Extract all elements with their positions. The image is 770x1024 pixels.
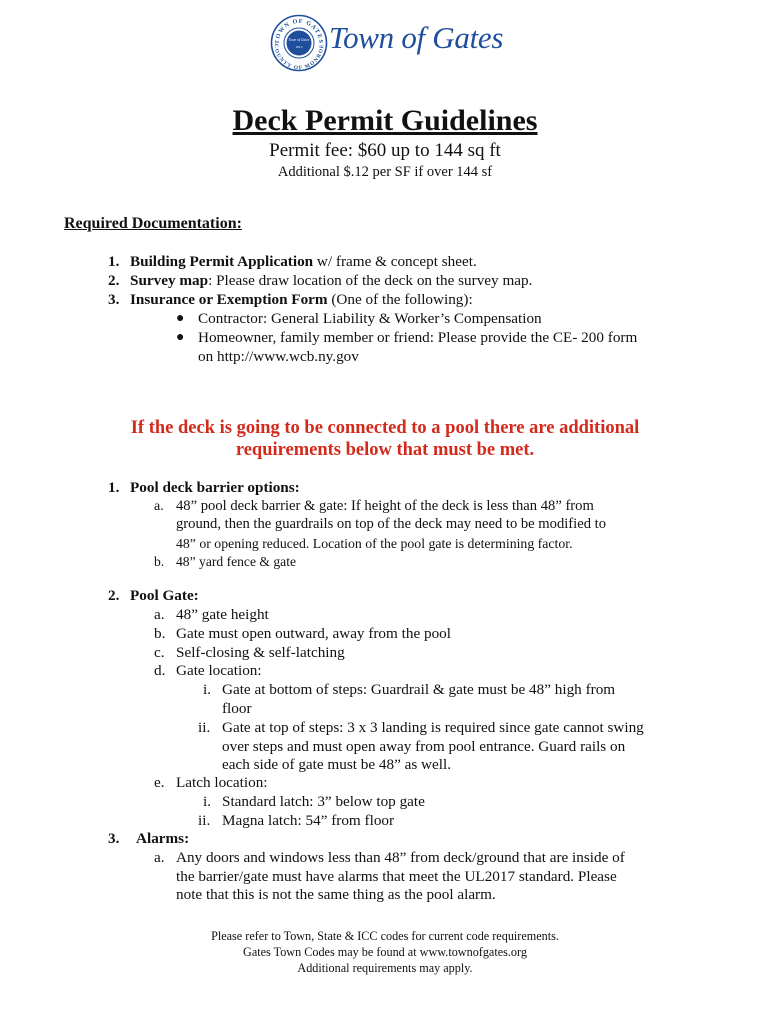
page-title: Deck Permit Guidelines [232,104,538,137]
list-item: Self-closing & self-latching [176,644,345,661]
town-seal-logo [270,14,328,72]
svg-text:Town of Gates: Town of Gates [288,38,310,42]
list-item-continuation: 48” or opening reduced. Location of the pool gate is determining factor. [176,536,573,551]
list-item-continuation: the barrier/gate must have alarms that meet the UL2017 standard. Please [176,868,617,885]
list-item: Magna latch: 54” from floor [222,812,395,829]
section-heading: Pool Gate: [130,587,199,604]
list-item: Survey map: Please draw location of the deck on the survey map. [130,272,533,289]
pool-warning-line-1: If the deck is going to be connected to a pool there are additional [130,418,640,438]
list-item: Insurance or Exemption Form (One of the following): [130,291,473,308]
list-item: Gate location: [176,662,262,679]
item-marker: a. [154,499,164,514]
list-number: 3. [108,291,120,308]
permit-fee-additional: Additional $.12 per SF if over 144 sf [277,164,493,180]
list-item-continuation: over steps and must open away from pool entrance. Guard rails on [222,738,626,755]
list-item-continuation: note that this is not the same thing as the pool alarm. [176,886,496,903]
item-marker: b. [154,625,166,642]
page-header [270,14,510,76]
list-item: Building Permit Application w/ frame & concept sheet. [130,253,477,270]
list-item: 48” pool deck barrier & gate: If height of the deck is less than 48” from [176,498,594,514]
svg-text:TOWN OF GATES: TOWN OF GATES [273,17,325,45]
list-item: 48” yard fence & gate [176,554,297,569]
required-documentation-heading: Required Documentation: [64,215,242,232]
bullet-icon: ● [176,330,185,345]
footer-note: Additional requirements may apply. [297,961,473,975]
permit-fee: Permit fee: $60 up to 144 sq ft [269,140,501,161]
list-item: Homeowner, family member or friend: Please provide the CE- 200 form [198,329,638,346]
list-item-continuation: ground, then the guardrails on top of the deck may need to be modified to [176,516,606,532]
list-item: Contractor: General Liability & Worker’s Compensation [198,310,542,327]
town-name: Town of Gates [329,20,504,55]
item-marker: d. [154,662,166,679]
list-item: Gate at top of steps: 3 x 3 landing is required since gate cannot swing [222,719,644,736]
item-marker: i. [203,793,212,810]
svg-text:1813: 1813 [295,45,303,49]
item-marker: i. [203,681,212,698]
pool-warning-line-2: requirements below that must be met. [235,440,535,460]
svg-text:COUNTY OF MONROE: COUNTY OF MONROE [272,43,326,72]
section-number: 3. [108,830,120,847]
list-item: Any doors and windows less than 48” from deck/ground that are inside of [176,849,625,866]
section-heading: Alarms: [136,830,190,847]
section-number: 1. [108,479,120,496]
list-item: 48” gate height [176,606,269,623]
footer-note: Please refer to Town, State & ICC codes for current code requirements. [211,929,559,943]
bullet-icon: ● [176,311,185,326]
section-number: 2. [108,587,120,604]
item-marker: e. [154,774,165,791]
item-marker: a. [154,849,165,866]
list-item: Gate at bottom of steps: Guardrail & gate must be 48” high from [222,681,616,698]
list-item: Latch location: [176,774,268,791]
list-item-continuation: floor [222,700,252,717]
list-item-continuation: on http://www.wcb.ny.gov [198,348,359,365]
item-marker: a. [154,606,165,623]
item-marker: ii. [198,812,211,829]
list-item: Gate must open outward, away from the pool [176,625,451,642]
item-marker: b. [154,554,165,569]
list-item-continuation: each side of gate must be 48” as well. [222,756,451,773]
list-item: Standard latch: 3” below top gate [222,793,425,810]
pool-warning [0,417,770,461]
list-number: 1. [108,253,120,270]
item-marker: c. [154,644,165,661]
footer-note: Gates Town Codes may be found at www.townofgates.org [243,945,527,959]
item-marker: ii. [198,719,211,736]
list-number: 2. [108,272,120,289]
section-heading: Pool deck barrier options: [130,479,300,496]
